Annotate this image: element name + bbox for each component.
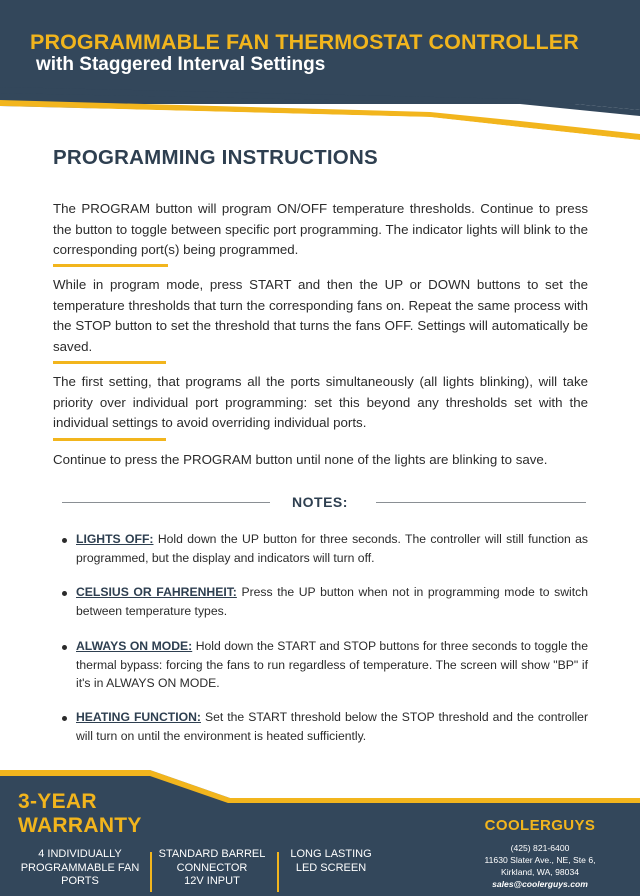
note-item	[76, 637, 588, 693]
note-item	[76, 583, 588, 620]
instruction-paragraph: Continue to press the PROGRAM button until none of the lights are blinking to save.	[53, 452, 548, 467]
contact-email: sales@coolerguys.com	[492, 879, 588, 889]
note-text: Set the START threshold below the STOP threshold and the controller will turn on until the environment is heated sufficiently.	[76, 710, 589, 743]
feature-connector: STANDARD BARREL CONNECTOR 12V INPUT	[158, 848, 266, 887]
note-text: Hold down the UP button for three seconds. The controller will still function as programmed, but the display and indicators will turn off.	[76, 532, 589, 565]
brand-name: COOLERGUYS	[484, 817, 596, 834]
warranty-line: WARRANTY	[18, 814, 142, 837]
instruction-paragraph: While in program mode, press START and then the UP or DOWN buttons to set the temperature thresholds that turn the corresponding fans on. Repeat the same process with the STOP button to set the threshold that turns the fans OFF. Settings will automatically be saved.	[53, 277, 588, 354]
note-text: Hold down the START and STOP buttons for three seconds to toggle the thermal bypass: forcing the fans to run regardless of temperature. The screen will show "BP" if it's in ALWAYS ON MODE.	[76, 639, 588, 690]
bullet-icon	[62, 716, 67, 721]
document-title: PROGRAMMABLE FAN THERMOSTAT CONTROLLER	[30, 30, 579, 54]
notes-divider-right	[376, 502, 586, 503]
feature-screen: LONG LASTING LED SCREEN	[290, 848, 372, 874]
bullet-icon	[62, 645, 67, 650]
note-key: ALWAYS ON MODE:	[76, 639, 193, 653]
note-key: CELSIUS OR FAHRENHEIT:	[76, 585, 237, 599]
warranty-line: 3-YEAR	[18, 790, 97, 813]
contact-address: Kirkland, WA, 98034	[500, 867, 580, 877]
paragraph-divider	[53, 264, 168, 267]
instruction-paragraph: The first setting, that programs all the ports simultaneously (all lights blinking), will take priority over individual port programming: set this beyond any thresholds set with the individual settings to avoid overriding individual ports.	[53, 374, 588, 430]
note-item	[76, 708, 588, 745]
paragraph-divider	[53, 438, 166, 441]
contact-phone: (425) 821-6400	[510, 843, 570, 853]
bullet-icon	[62, 591, 67, 596]
contact-address: 11630 Slater Ave., NE, Ste 6,	[484, 855, 596, 865]
bullet-icon	[62, 538, 67, 543]
feature-ports: 4 INDIVIDUALLY PROGRAMMABLE FAN PORTS	[20, 848, 140, 887]
notes-divider-left	[62, 502, 270, 503]
note-key: HEATING FUNCTION:	[76, 710, 201, 724]
notes-title: NOTES:	[292, 494, 348, 510]
instruction-paragraph: The PROGRAM button will program ON/OFF temperature thresholds. Continue to press the button to toggle between specific port programming. The indicator lights will blink to the corresponding port(s) being programmed.	[53, 201, 588, 257]
note-text: Press the UP button when not in programming mode to switch between temperature types.	[76, 585, 588, 618]
document-subtitle: with Staggered Interval Settings	[36, 54, 326, 75]
note-item	[76, 530, 588, 567]
paragraph-divider	[53, 361, 166, 364]
warranty-badge	[18, 790, 142, 838]
section-heading: PROGRAMMING INSTRUCTIONS	[53, 146, 378, 169]
note-key: LIGHTS OFF:	[76, 532, 154, 546]
